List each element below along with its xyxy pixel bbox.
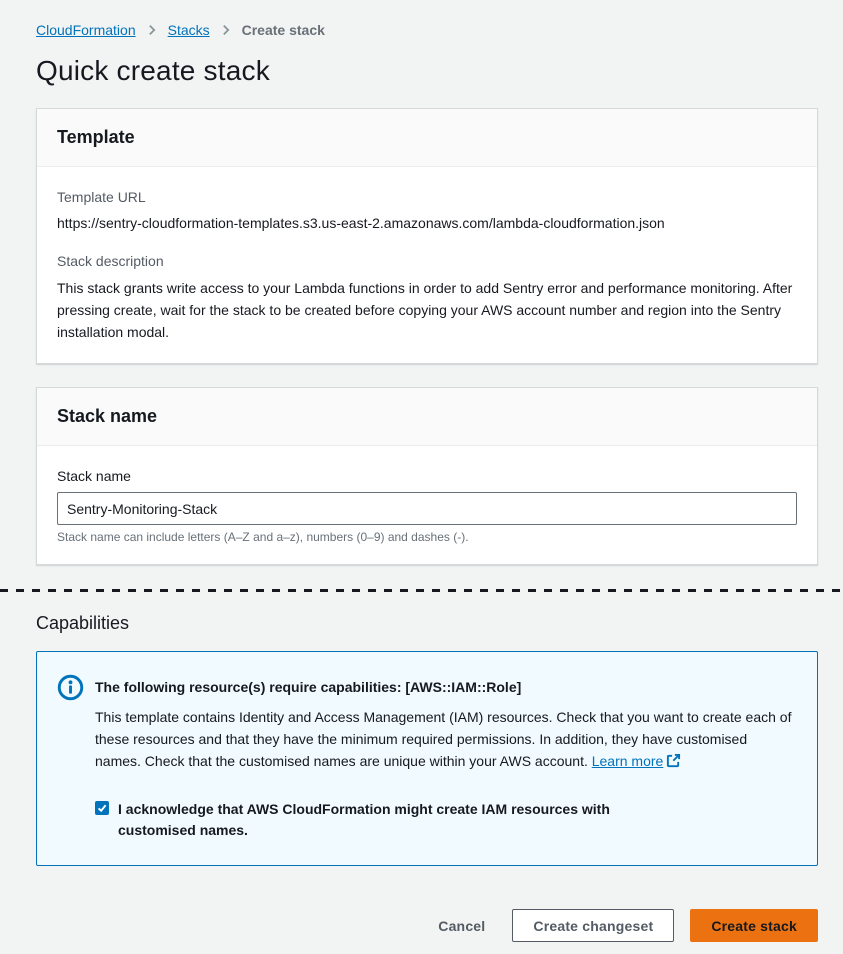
- alert-title: The following resource(s) require capabilities: [AWS::IAM::Role]: [95, 679, 522, 695]
- create-stack-button[interactable]: Create stack: [690, 909, 818, 942]
- chevron-right-icon: [219, 23, 233, 37]
- template-panel: [36, 108, 818, 364]
- capabilities-heading: Capabilities: [36, 613, 130, 633]
- stack-name-input-label: Stack name: [57, 468, 131, 484]
- stack-description-field: [57, 251, 797, 343]
- checkbox-checked-icon[interactable]: [95, 801, 109, 815]
- learn-more-link[interactable]: [592, 753, 682, 769]
- breadcrumb-link-stacks[interactable]: Stacks: [167, 22, 210, 38]
- alert-body: [95, 706, 795, 774]
- breadcrumb-link-cloudformation[interactable]: CloudFormation: [36, 22, 136, 38]
- template-url-label: Template URL: [57, 189, 146, 205]
- external-link-icon: [666, 755, 681, 771]
- template-url-value: https://sentry-cloudformation-templates.s3.us-east-2.amazonaws.com/lambda-cloudformation.json: [57, 215, 665, 231]
- alert-content: [95, 673, 797, 841]
- page-title: Quick create stack: [36, 55, 270, 86]
- breadcrumb: [36, 22, 818, 38]
- stack-name-panel-header: [37, 388, 817, 446]
- chevron-right-icon: [145, 23, 159, 37]
- stack-name-hint: Stack name can include letters (A–Z and a–z), numbers (0–9) and dashes (-).: [57, 530, 469, 544]
- info-circle-icon: [57, 674, 84, 704]
- stack-description-value: This stack grants write access to your Lambda functions in order to add Sentry error and performance monitoring. After pressing create, wait for the stack to be created before copying your AWS account number and region into the Sentry installation modal.: [57, 280, 793, 340]
- cancel-button[interactable]: Cancel: [438, 909, 485, 942]
- learn-more-label: Learn more: [591, 753, 664, 769]
- acknowledge-row: [95, 799, 797, 841]
- stack-name-input[interactable]: [57, 492, 797, 525]
- template-panel-title: Template: [57, 127, 135, 147]
- create-changeset-button[interactable]: Create changeset: [512, 909, 674, 942]
- acknowledge-checkbox-label[interactable]: I acknowledge that AWS CloudFormation might create IAM resources with customised names.: [118, 801, 610, 838]
- stack-name-panel-body: [37, 446, 817, 564]
- footer-actions: [36, 909, 818, 942]
- alert-body-text: This template contains Identity and Access Management (IAM) resources. Check that you want to create each of these resources and that they have the minimum required permissions. In addition, they have customised names. Check that the customised names are unique within your AWS account.: [95, 709, 792, 769]
- template-panel-body: [37, 167, 817, 363]
- stack-name-panel-title: Stack name: [57, 406, 158, 426]
- capabilities-info-alert: [36, 651, 818, 866]
- stack-name-panel: [36, 387, 818, 565]
- template-url-field: [57, 187, 797, 233]
- stack-description-label: Stack description: [57, 253, 164, 269]
- template-panel-header: [37, 109, 817, 167]
- dashed-cut-divider: [0, 589, 843, 592]
- breadcrumb-current-create-stack: Create stack: [241, 22, 325, 38]
